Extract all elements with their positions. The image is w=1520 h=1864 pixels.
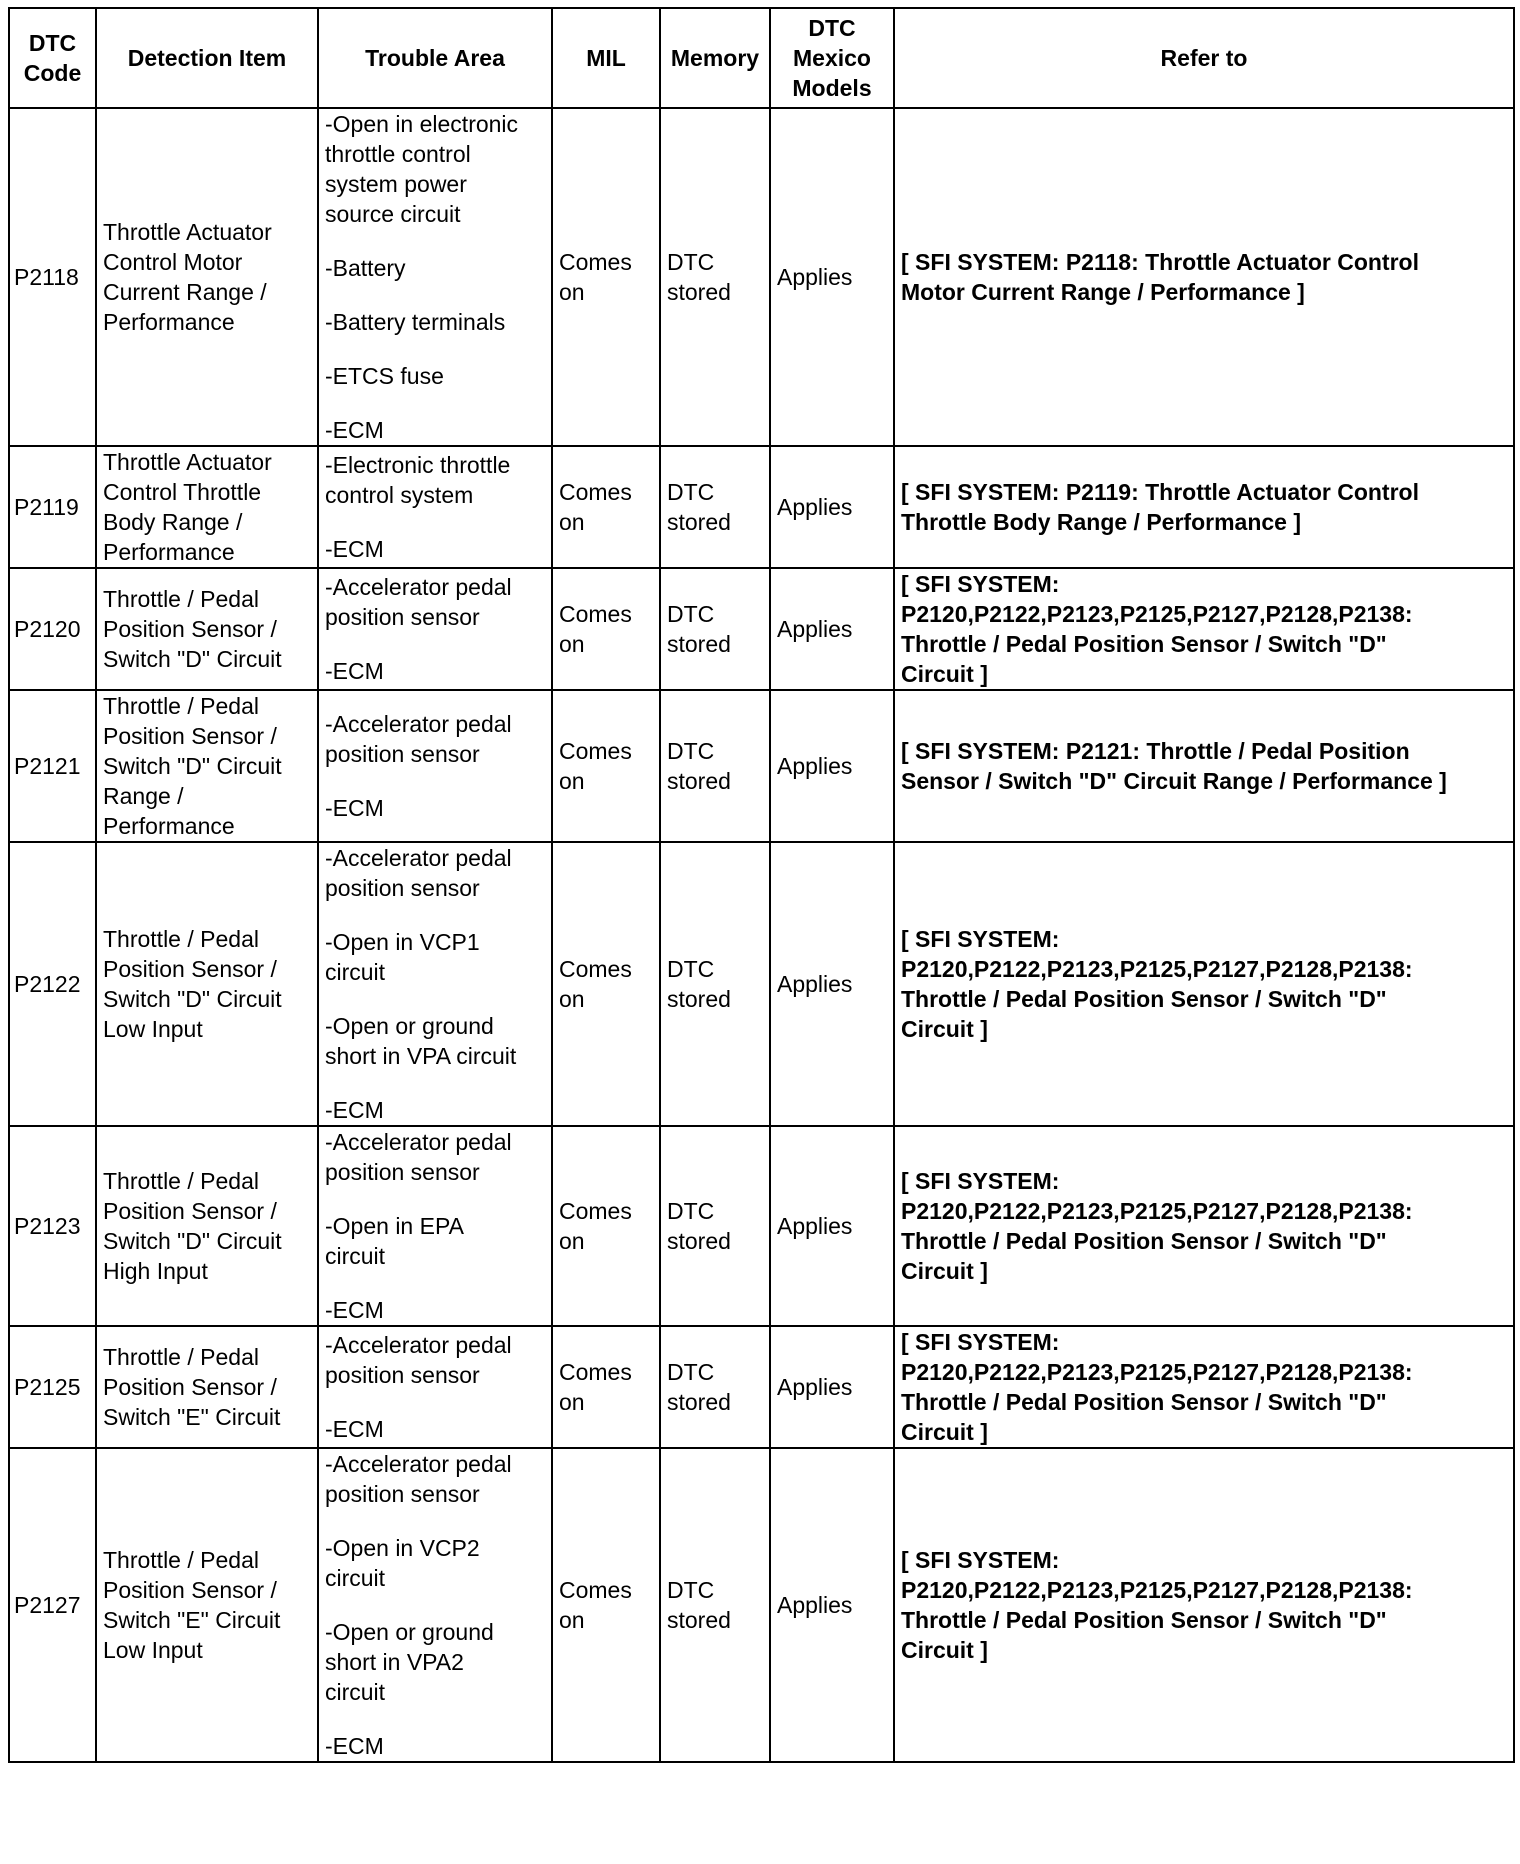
trouble-area-line: system power — [325, 171, 467, 197]
table-row — [9, 108, 1514, 446]
table-row — [9, 446, 1514, 568]
memory-line: DTC — [667, 956, 715, 982]
detection-item-cell — [96, 446, 318, 568]
mil-cell — [552, 446, 660, 568]
dtc-mexico-cell: Applies — [770, 1126, 894, 1326]
header-dtc-mexico-models — [770, 8, 894, 108]
trouble-area-line: circuit — [325, 1565, 386, 1591]
detection-item-line: Performance — [103, 309, 235, 335]
trouble-area-item — [325, 1449, 545, 1509]
mil-line: Comes — [559, 601, 632, 627]
dtc-mexico-cell: Applies — [770, 568, 894, 690]
table-row — [9, 1126, 1514, 1326]
trouble-area-item — [325, 1617, 545, 1707]
memory-line: stored — [667, 509, 731, 535]
header-row — [9, 8, 1514, 108]
refer-to-line: P2120,P2122,P2123,P2125,P2127,P2128,P2138: — [901, 1198, 1413, 1224]
mil-line: Comes — [559, 249, 632, 275]
trouble-area-cell — [318, 690, 552, 842]
detection-item-line: Throttle / Pedal — [103, 926, 259, 952]
mil-cell — [552, 1326, 660, 1448]
detection-item-line: Throttle Actuator — [103, 449, 272, 475]
detection-item-cell — [96, 1326, 318, 1448]
mil-line: Comes — [559, 738, 632, 764]
header-label-line: Code — [23, 60, 82, 86]
trouble-area-line: -ECM — [325, 536, 384, 562]
refer-to-cell — [894, 568, 1514, 690]
trouble-area-line: short in VPA2 — [325, 1649, 464, 1675]
trouble-area-line: -Battery terminals — [325, 309, 506, 335]
memory-line: stored — [667, 986, 731, 1012]
table-row — [9, 842, 1514, 1126]
refer-to-cell — [894, 1126, 1514, 1326]
dtc-code-cell: P2123 — [9, 1126, 96, 1326]
refer-to-cell — [894, 1448, 1514, 1762]
trouble-area-line: -Accelerator pedal — [325, 574, 512, 600]
refer-to-line: P2120,P2122,P2123,P2125,P2127,P2128,P2138: — [901, 956, 1413, 982]
trouble-area-item — [325, 450, 545, 510]
refer-to-line: [ SFI SYSTEM: — [901, 1547, 1060, 1573]
trouble-area-line: -Open in electronic — [325, 111, 519, 137]
detection-item-line: Control Motor — [103, 249, 243, 275]
trouble-area-cell — [318, 446, 552, 568]
mil-line: on — [559, 1607, 585, 1633]
mil-cell — [552, 690, 660, 842]
detection-item-cell — [96, 1448, 318, 1762]
header-label-line: Trouble Area — [365, 45, 505, 71]
refer-to-cell — [894, 690, 1514, 842]
refer-to-line: P2120,P2122,P2123,P2125,P2127,P2128,P2138: — [901, 601, 1413, 627]
refer-to-line: [ SFI SYSTEM: — [901, 1329, 1060, 1355]
trouble-area-line: -Open in EPA — [325, 1213, 464, 1239]
trouble-area-line: position sensor — [325, 604, 480, 630]
detection-item-line: Throttle / Pedal — [103, 1168, 259, 1194]
trouble-area-item — [325, 109, 545, 229]
refer-to-cell — [894, 446, 1514, 568]
refer-to-line: [ SFI SYSTEM: — [901, 926, 1060, 952]
header-mil — [552, 8, 660, 108]
detection-item-line: Low Input — [103, 1016, 203, 1042]
detection-item-line: Switch "E" Circuit — [103, 1607, 281, 1633]
mil-cell — [552, 1126, 660, 1326]
detection-item-cell — [96, 690, 318, 842]
refer-to-cell — [894, 108, 1514, 446]
detection-item-line: Low Input — [103, 1637, 203, 1663]
refer-to-line: Circuit ] — [901, 661, 988, 687]
header-refer-to — [894, 8, 1514, 108]
mil-line: on — [559, 1389, 585, 1415]
trouble-area-item — [325, 1731, 545, 1761]
header-label-line: DTC — [28, 30, 77, 56]
dtc-mexico-cell: Applies — [770, 1326, 894, 1448]
memory-cell — [660, 1126, 770, 1326]
refer-to-line: Circuit ] — [901, 1016, 988, 1042]
trouble-area-item — [325, 1211, 545, 1271]
refer-to-line: [ SFI SYSTEM: — [901, 1168, 1060, 1194]
mil-line: on — [559, 768, 585, 794]
mil-line: Comes — [559, 1198, 632, 1224]
trouble-area-item — [325, 1011, 545, 1071]
detection-item-line: Throttle / Pedal — [103, 693, 259, 719]
trouble-area-line: -Accelerator pedal — [325, 1451, 512, 1477]
header-memory — [660, 8, 770, 108]
dtc-mexico-cell: Applies — [770, 446, 894, 568]
detection-item-line: Performance — [103, 539, 235, 565]
memory-line: DTC — [667, 1577, 715, 1603]
trouble-area-line: -Accelerator pedal — [325, 845, 512, 871]
detection-item-line: Switch "D" Circuit — [103, 1228, 282, 1254]
dtc-mexico-cell: Applies — [770, 108, 894, 446]
trouble-area-cell — [318, 1326, 552, 1448]
refer-to-line: Throttle / Pedal Position Sensor / Switch "D" — [901, 986, 1387, 1012]
trouble-area-item — [325, 1533, 545, 1593]
trouble-area-item — [325, 1095, 545, 1125]
detection-item-cell — [96, 108, 318, 446]
detection-item-line: Position Sensor / — [103, 723, 277, 749]
trouble-area-line: -ETCS fuse — [325, 363, 444, 389]
header-trouble-area — [318, 8, 552, 108]
memory-line: DTC — [667, 1198, 715, 1224]
table-header — [9, 8, 1514, 108]
trouble-area-line: -Battery — [325, 255, 406, 281]
refer-to-line: [ SFI SYSTEM: P2118: Throttle Actuator Control — [901, 249, 1419, 275]
mil-line: on — [559, 986, 585, 1012]
mil-cell — [552, 842, 660, 1126]
memory-line: DTC — [667, 738, 715, 764]
trouble-area-item — [325, 1127, 545, 1187]
trouble-area-item — [325, 709, 545, 769]
trouble-area-line: -ECM — [325, 795, 384, 821]
trouble-area-line: -ECM — [325, 658, 384, 684]
trouble-area-cell — [318, 842, 552, 1126]
detection-item-line: Control Throttle — [103, 479, 262, 505]
table-row — [9, 568, 1514, 690]
memory-cell — [660, 690, 770, 842]
memory-line: stored — [667, 631, 731, 657]
detection-item-line: Throttle / Pedal — [103, 1547, 259, 1573]
table-body — [9, 108, 1514, 1762]
trouble-area-item — [325, 361, 545, 391]
detection-item-line: Switch "E" Circuit — [103, 1404, 281, 1430]
trouble-area-item — [325, 656, 545, 686]
trouble-area-cell — [318, 568, 552, 690]
detection-item-line: Position Sensor / — [103, 1577, 277, 1603]
memory-cell — [660, 1326, 770, 1448]
dtc-mexico-cell: Applies — [770, 842, 894, 1126]
detection-item-line: Throttle / Pedal — [103, 1344, 259, 1370]
refer-to-line: P2120,P2122,P2123,P2125,P2127,P2128,P2138: — [901, 1359, 1413, 1385]
memory-line: DTC — [667, 1359, 715, 1385]
trouble-area-cell — [318, 1448, 552, 1762]
header-label-line: MIL — [586, 45, 626, 71]
trouble-area-line: -Accelerator pedal — [325, 1332, 512, 1358]
refer-to-line: Circuit ] — [901, 1258, 988, 1284]
header-label-line: Refer to — [1160, 45, 1248, 71]
trouble-area-line: position sensor — [325, 1159, 480, 1185]
trouble-area-line: -Open or ground — [325, 1619, 494, 1645]
trouble-area-line: -Electronic throttle — [325, 452, 511, 478]
header-label-line: DTC — [808, 15, 856, 41]
trouble-area-line: -Accelerator pedal — [325, 711, 512, 737]
mil-line: Comes — [559, 956, 632, 982]
trouble-area-line: circuit — [325, 1679, 386, 1705]
trouble-area-item — [325, 793, 545, 823]
trouble-area-line: -ECM — [325, 1733, 384, 1759]
refer-to-line: P2120,P2122,P2123,P2125,P2127,P2128,P2138: — [901, 1577, 1413, 1603]
trouble-area-line: control system — [325, 482, 474, 508]
detection-item-line: Position Sensor / — [103, 1198, 277, 1224]
memory-line: stored — [667, 768, 731, 794]
memory-line: stored — [667, 1607, 731, 1633]
trouble-area-item — [325, 534, 545, 564]
memory-line: DTC — [667, 479, 715, 505]
memory-line: stored — [667, 1389, 731, 1415]
refer-to-cell — [894, 842, 1514, 1126]
refer-to-line: [ SFI SYSTEM: P2121: Throttle / Pedal Position — [901, 738, 1410, 764]
detection-item-line: Switch "D" Circuit — [103, 986, 282, 1012]
trouble-area-line: circuit — [325, 959, 386, 985]
refer-to-line: Throttle Body Range / Performance ] — [901, 509, 1302, 535]
table-row — [9, 1448, 1514, 1762]
detection-item-cell — [96, 842, 318, 1126]
trouble-area-cell — [318, 1126, 552, 1326]
memory-line: stored — [667, 1228, 731, 1254]
trouble-area-line: -Accelerator pedal — [325, 1129, 512, 1155]
header-dtc-code — [9, 8, 96, 108]
trouble-area-line: position sensor — [325, 875, 480, 901]
mil-cell — [552, 568, 660, 690]
header-detection-item — [96, 8, 318, 108]
trouble-area-item — [325, 253, 545, 283]
memory-line: stored — [667, 279, 731, 305]
refer-to-cell — [894, 1326, 1514, 1448]
dtc-mexico-cell: Applies — [770, 1448, 894, 1762]
header-label-line: Detection Item — [127, 45, 287, 71]
mil-line: Comes — [559, 479, 632, 505]
detection-item-line: Position Sensor / — [103, 956, 277, 982]
refer-to-line: Throttle / Pedal Position Sensor / Switch "D" — [901, 1389, 1387, 1415]
trouble-area-item — [325, 1330, 545, 1390]
detection-item-cell — [96, 1126, 318, 1326]
detection-item-cell — [96, 568, 318, 690]
dtc-code-cell: P2120 — [9, 568, 96, 690]
dtc-code-cell: P2125 — [9, 1326, 96, 1448]
refer-to-line: Throttle / Pedal Position Sensor / Switch "D" — [901, 1228, 1387, 1254]
trouble-area-line: source circuit — [325, 201, 461, 227]
dtc-code-cell: P2122 — [9, 842, 96, 1126]
trouble-area-line: -Open in VCP2 — [325, 1535, 480, 1561]
trouble-area-line: -ECM — [325, 1416, 384, 1442]
memory-line: DTC — [667, 601, 715, 627]
trouble-area-item — [325, 843, 545, 903]
refer-to-line: Circuit ] — [901, 1637, 988, 1663]
trouble-area-line: throttle control — [325, 141, 471, 167]
table-row — [9, 690, 1514, 842]
table-row — [9, 1326, 1514, 1448]
header-label-line: Memory — [670, 45, 760, 71]
memory-cell — [660, 1448, 770, 1762]
detection-item-line: Switch "D" Circuit — [103, 646, 282, 672]
detection-item-line: Switch "D" Circuit — [103, 753, 282, 779]
memory-line: DTC — [667, 249, 715, 275]
detection-item-line: Throttle Actuator — [103, 219, 272, 245]
header-label-line: Models — [792, 75, 872, 101]
refer-to-line: Circuit ] — [901, 1419, 988, 1445]
memory-cell — [660, 568, 770, 690]
detection-item-line: Position Sensor / — [103, 1374, 277, 1400]
refer-to-line: Throttle / Pedal Position Sensor / Switch "D" — [901, 631, 1387, 657]
trouble-area-line: position sensor — [325, 741, 480, 767]
header-label-line: Mexico — [793, 45, 871, 71]
trouble-area-cell — [318, 108, 552, 446]
detection-item-line: Position Sensor / — [103, 616, 277, 642]
mil-line: on — [559, 509, 585, 535]
mil-line: on — [559, 1228, 585, 1254]
trouble-area-line: short in VPA circuit — [325, 1043, 517, 1069]
memory-cell — [660, 446, 770, 568]
mil-line: on — [559, 279, 585, 305]
dtc-table — [8, 7, 1515, 1763]
mil-line: Comes — [559, 1577, 632, 1603]
dtc-code-cell: P2127 — [9, 1448, 96, 1762]
detection-item-line: Throttle / Pedal — [103, 586, 259, 612]
detection-item-line: Current Range / — [103, 279, 267, 305]
trouble-area-line: position sensor — [325, 1481, 480, 1507]
mil-line: Comes — [559, 1359, 632, 1385]
trouble-area-item — [325, 927, 545, 987]
mil-cell — [552, 1448, 660, 1762]
detection-item-line: Performance — [103, 813, 235, 839]
trouble-area-line: -Open in VCP1 — [325, 929, 480, 955]
refer-to-line: [ SFI SYSTEM: P2119: Throttle Actuator Control — [901, 479, 1419, 505]
trouble-area-line: circuit — [325, 1243, 386, 1269]
trouble-area-line: -Open or ground — [325, 1013, 494, 1039]
dtc-code-cell: P2119 — [9, 446, 96, 568]
detection-item-line: High Input — [103, 1258, 208, 1284]
refer-to-line: Throttle / Pedal Position Sensor / Switch "D" — [901, 1607, 1387, 1633]
dtc-code-cell: P2121 — [9, 690, 96, 842]
refer-to-line: Sensor / Switch "D" Circuit Range / Performance ] — [901, 768, 1447, 794]
trouble-area-line: position sensor — [325, 1362, 480, 1388]
detection-item-line: Range / — [103, 783, 184, 809]
dtc-mexico-cell: Applies — [770, 690, 894, 842]
trouble-area-item — [325, 307, 545, 337]
mil-cell — [552, 108, 660, 446]
refer-to-line: Motor Current Range / Performance ] — [901, 279, 1305, 305]
trouble-area-item — [325, 1414, 545, 1444]
trouble-area-line: -ECM — [325, 1097, 384, 1123]
trouble-area-item — [325, 572, 545, 632]
detection-item-line: Body Range / — [103, 509, 243, 535]
trouble-area-line: -ECM — [325, 417, 384, 443]
mil-line: on — [559, 631, 585, 657]
trouble-area-item — [325, 1295, 545, 1325]
trouble-area-item — [325, 415, 545, 445]
memory-cell — [660, 842, 770, 1126]
dtc-code-cell: P2118 — [9, 108, 96, 446]
memory-cell — [660, 108, 770, 446]
trouble-area-line: -ECM — [325, 1297, 384, 1323]
refer-to-line: [ SFI SYSTEM: — [901, 571, 1060, 597]
